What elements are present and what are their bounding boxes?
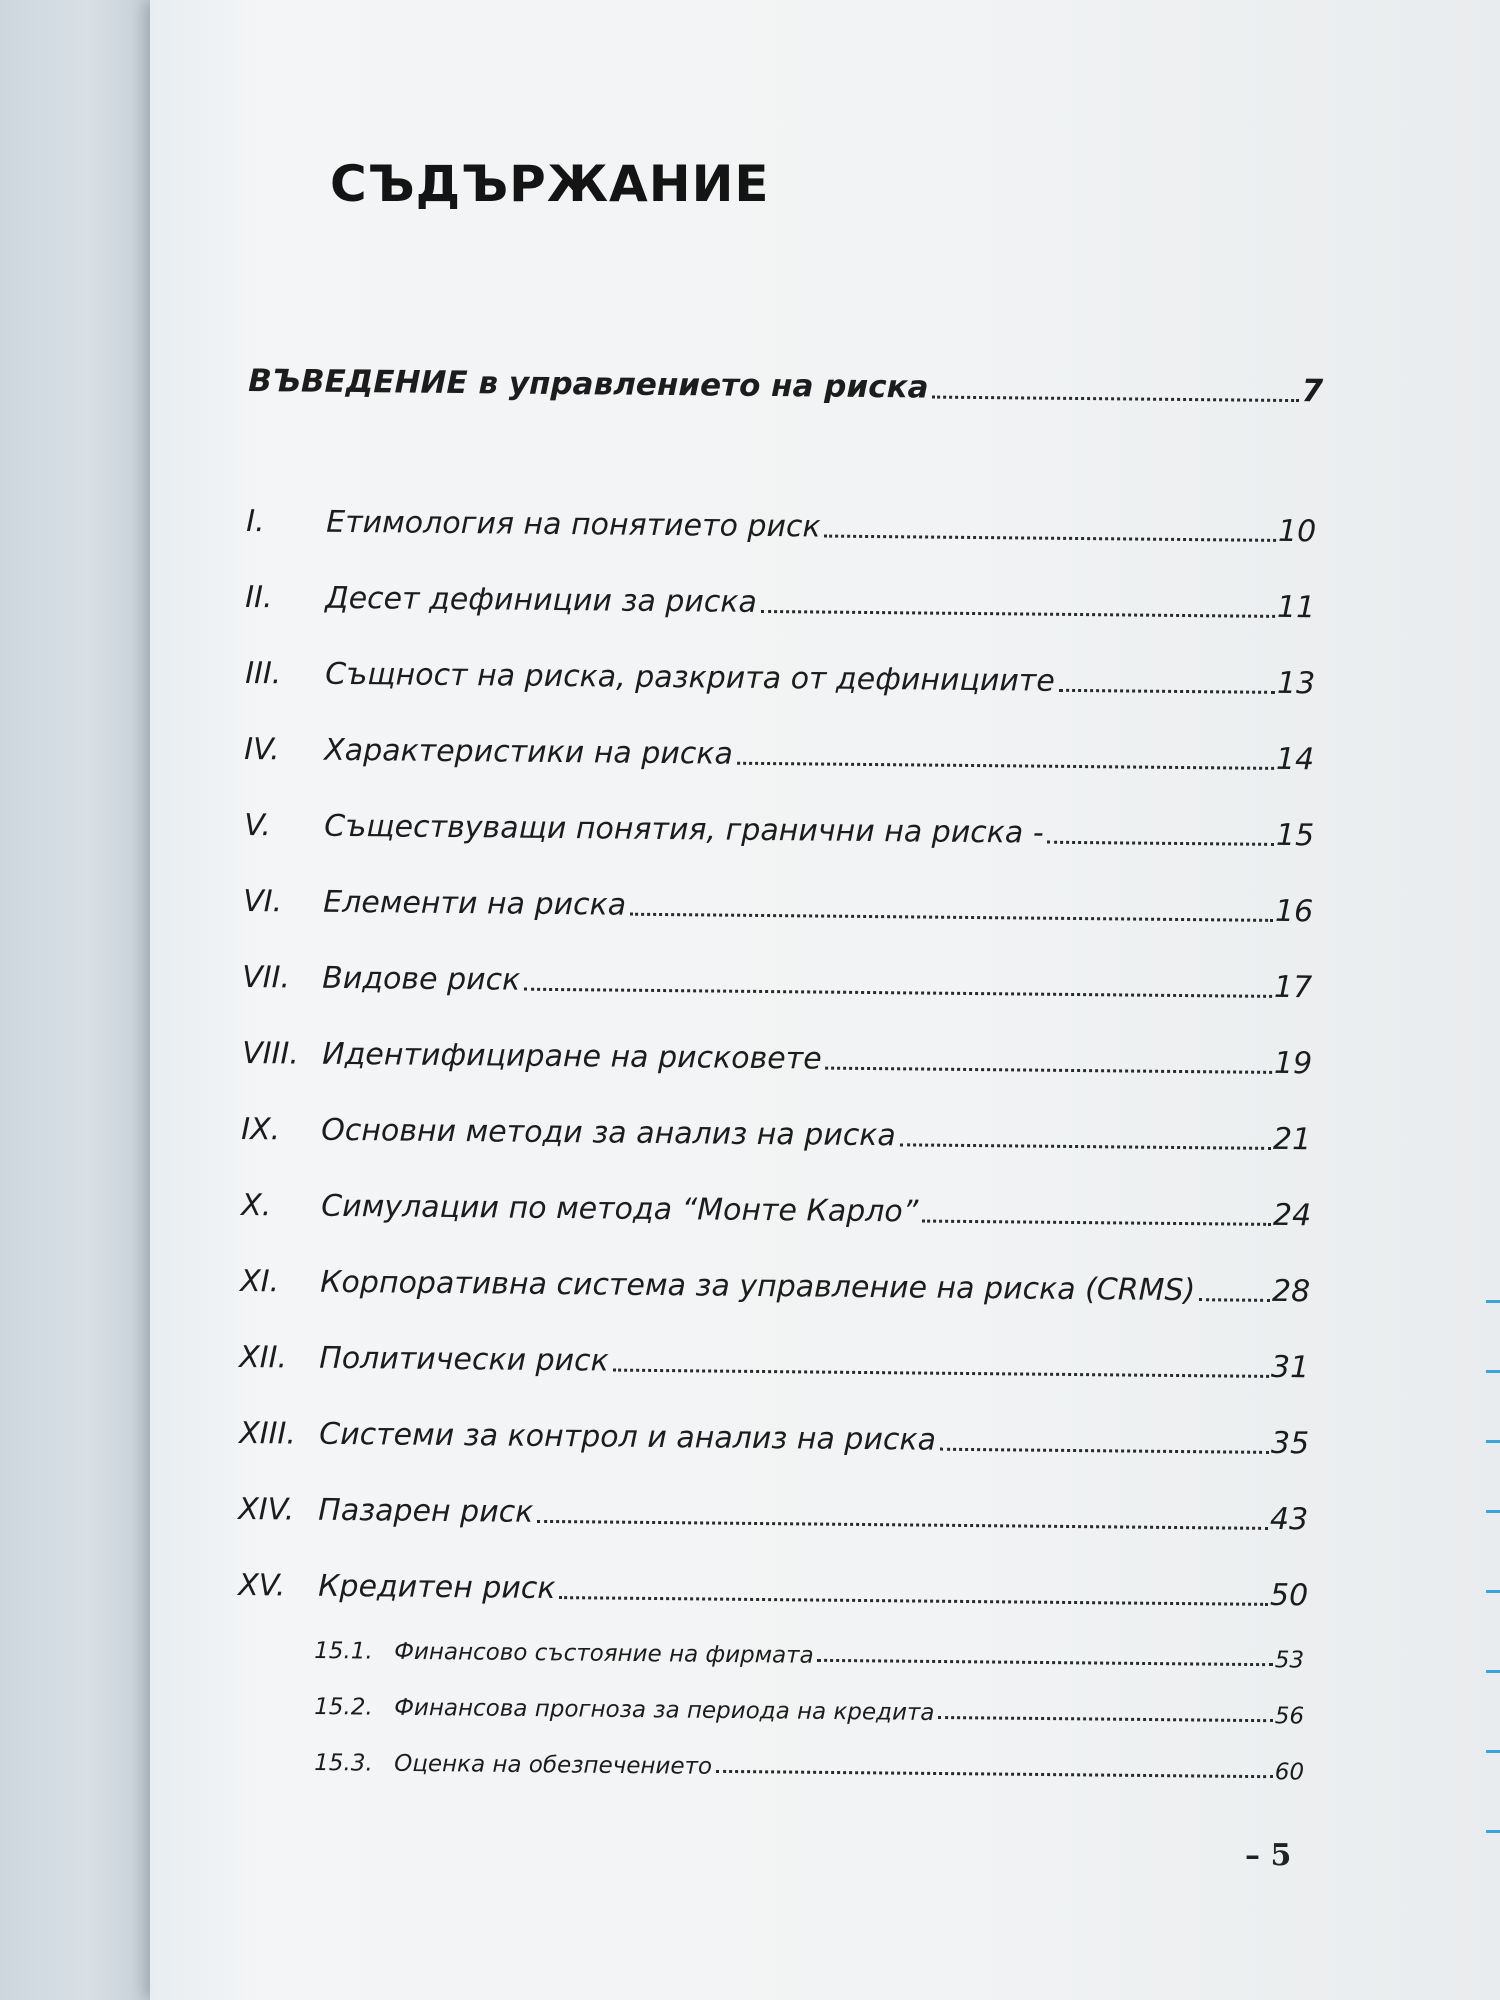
toc-entry-page: 28 — [1271, 1273, 1311, 1310]
toc-entry-title: Политически риск — [319, 1340, 609, 1379]
toc-leader-dots — [524, 988, 1272, 998]
toc-entry-number: VII. — [242, 960, 291, 996]
toc-entry — [244, 723, 1314, 783]
toc-entry-title: Финансово състояние на фирмата — [394, 1638, 814, 1669]
toc-entry-page: 14 — [1275, 741, 1315, 778]
edge-tick — [1486, 1670, 1500, 1673]
toc-entry-number: XIII. — [239, 1416, 297, 1452]
toc-entry — [241, 1103, 1311, 1163]
toc-entry-number: I. — [246, 504, 265, 540]
edge-tick — [1486, 1590, 1500, 1593]
toc-entry — [245, 647, 1315, 707]
toc-leader-dots — [825, 535, 1276, 542]
toc-entry-page: 16 — [1274, 893, 1314, 930]
page-number: – 5 — [1245, 1838, 1292, 1873]
intro-title-bold: ВЪВЕДЕНИЕ — [248, 363, 468, 402]
toc-entry — [238, 1483, 1308, 1543]
toc-leader-dots — [900, 1143, 1271, 1150]
toc-leader-dots — [938, 1716, 1272, 1722]
toc-entry-page: 53 — [1274, 1647, 1305, 1674]
toc-entry — [314, 1620, 1304, 1680]
page-title: СЪДЪРЖАНИЕ — [330, 155, 770, 213]
toc-leader-dots — [630, 913, 1273, 922]
toc-entry-title: Характеристики на риска — [324, 732, 734, 772]
toc-entry-title: Кредитен риск — [318, 1568, 556, 1607]
toc-entry — [239, 1407, 1309, 1467]
toc-entry-number: XI. — [240, 1264, 280, 1300]
toc-entry — [314, 1676, 1304, 1736]
toc-leader-dots — [613, 1369, 1269, 1378]
toc-entry-number: VI. — [243, 884, 283, 920]
toc-entry-number: X. — [241, 1188, 272, 1224]
toc-leader-dots — [537, 1520, 1268, 1530]
toc-entry-number: 15.2. — [314, 1694, 373, 1721]
toc-entry — [244, 799, 1314, 859]
toc-entry-title: Елементи на риска — [323, 884, 627, 923]
page-edge-marks — [1486, 1300, 1500, 1900]
toc-entry-number: VIII. — [242, 1036, 300, 1072]
book-gutter — [0, 0, 160, 2000]
edge-tick — [1486, 1370, 1500, 1373]
toc-entry-page: 10 — [1277, 513, 1317, 550]
toc-leader-dots — [1199, 1298, 1270, 1302]
toc-entry-title: Оценка на обезпечението — [394, 1750, 713, 1780]
toc-leader-dots — [818, 1659, 1273, 1666]
toc-leader-dots — [716, 1770, 1273, 1778]
toc-entry-title: Системи за контрол и анализ на риска — [319, 1416, 937, 1458]
toc-leader-dots — [922, 1220, 1271, 1226]
toc-entry-title: Видове риск — [322, 960, 521, 998]
toc-entry-title: Идентифициране на рисковете — [322, 1036, 822, 1077]
toc-entry-number: 15.1. — [314, 1638, 373, 1665]
toc-leader-dots — [1048, 841, 1274, 846]
edge-tick — [1486, 1510, 1500, 1513]
toc-entry — [242, 951, 1312, 1011]
toc-entry-title — [248, 363, 929, 406]
toc-entry-number: XIV. — [238, 1492, 295, 1528]
toc-entry-number: XV. — [238, 1568, 286, 1604]
edge-tick — [1486, 1750, 1500, 1753]
toc-entry-number: IV. — [244, 732, 280, 768]
toc-entry-title: Основни методи за анализ на риска — [321, 1112, 896, 1154]
toc-entry-title: Финансова прогноза за периода на кредита — [394, 1694, 935, 1726]
toc-leader-dots — [761, 610, 1275, 618]
toc-leader-dots — [1059, 689, 1275, 694]
toc-entry-number: II. — [245, 580, 273, 616]
toc-entry-title: Пазарен риск — [318, 1492, 534, 1530]
toc-entry — [240, 1255, 1310, 1315]
toc-entry-page: 35 — [1270, 1425, 1310, 1462]
toc-entry-title: Същност на риска, разкрита от дефинициите — [325, 656, 1055, 699]
toc-entry-page: 31 — [1270, 1349, 1310, 1386]
toc-entry — [241, 1179, 1311, 1239]
toc-entry-page: 7 — [1301, 373, 1324, 410]
edge-tick — [1486, 1440, 1500, 1443]
toc-entry-title: Съществуващи понятия, гранични на риска - — [324, 808, 1044, 851]
toc-entry-number: XII. — [239, 1340, 288, 1376]
toc-entry-number: III. — [245, 656, 282, 692]
edge-tick — [1486, 1300, 1500, 1303]
toc-entry — [239, 1331, 1309, 1391]
toc-entry-page: 56 — [1274, 1703, 1305, 1730]
toc-entry — [314, 1732, 1304, 1792]
toc-entry — [243, 875, 1313, 935]
toc-entry-page: 19 — [1273, 1045, 1313, 1082]
edge-tick — [1486, 1830, 1500, 1833]
toc-entry — [242, 1027, 1312, 1087]
toc-entry-page: 43 — [1269, 1501, 1309, 1538]
toc-entry-title: Етимология на понятието риск — [326, 504, 821, 545]
toc-entry-page: 60 — [1274, 1759, 1305, 1786]
toc-entry-page: 24 — [1272, 1197, 1312, 1234]
toc-entry-number: V. — [244, 808, 272, 844]
toc-entry — [248, 355, 1323, 415]
toc-entry-page: 13 — [1276, 665, 1316, 702]
toc-entry — [245, 571, 1315, 631]
toc-entry-title: Корпоративна система за управление на риска (CRMS) — [320, 1264, 1196, 1309]
toc-entry — [238, 1559, 1308, 1619]
toc-entry-number: 15.3. — [314, 1750, 373, 1777]
toc-entry-page: 17 — [1273, 969, 1313, 1006]
toc-entry — [246, 495, 1316, 555]
toc-entry-number: IX. — [241, 1112, 281, 1148]
toc-entry-title: Симулации по метода “Монте Карло” — [321, 1188, 919, 1230]
toc-entry-page: 50 — [1269, 1577, 1309, 1614]
toc-entry-page: 21 — [1272, 1121, 1312, 1158]
toc-leader-dots — [559, 1596, 1268, 1606]
toc-entry-page: 11 — [1276, 589, 1316, 626]
toc-entry-page: 15 — [1275, 817, 1315, 854]
toc-leader-dots — [826, 1067, 1272, 1074]
toc-leader-dots — [940, 1448, 1269, 1454]
toc-leader-dots — [932, 396, 1299, 403]
toc-entry-title: Десет дефиниции за риска — [325, 580, 758, 620]
toc-leader-dots — [737, 762, 1274, 770]
intro-title-rest: в управлението на риска — [467, 365, 929, 406]
